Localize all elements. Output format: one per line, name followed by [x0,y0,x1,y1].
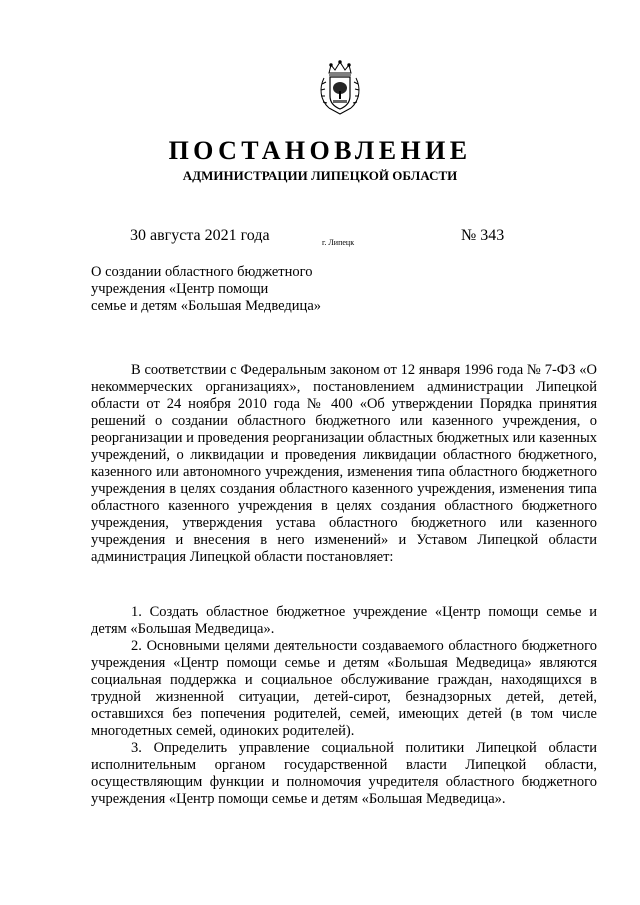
document-number: № 343 [461,227,505,244]
resolution-item: 3. Определить управление социальной политики Липецкой области исполнительным органом государственной власти Липецкой области, осуществляющим функции и полномочия учредителя областного бюджетного учреждения «Центр помощи семье и детям «Большая Медведица». [91,740,597,807]
subject-line: учреждения «Центр помощи [91,281,269,297]
subject-line: семье и детям «Большая Медведица» [91,298,322,314]
resolution-items [91,604,597,808]
resolution-item: 2. Основными целями деятельности создаваемого областного бюджетного учреждения «Центр помощи семье и детям «Большая Медведица» являются социальная поддержка и социальное обслуживание граждан, находящихся в трудной жизненной ситуации, детей-сирот, безнадзорных детей, детей, оставшихся без попечения родителей, семей, имеющих детей (в том числе многодетных семей, одиноких родителей). [91,638,597,739]
subject-line: О создании областного бюджетного [91,264,313,280]
document-date: 30 августа 2021 года [130,227,270,244]
preamble-paragraph: В соответствии с Федеральным законом от 12 января 1996 года № 7-ФЗ «О некоммерческих организациях», постановлением администрации Липецкой области от 24 ноября 2010 года № 400 «Об утверждении Порядка принятия решений о создании областного бюджетного или казенного учреждения, о реорганизации и проведения реорганизации областных бюджетных или казенных учреждений, о ликвидации и проведения ликвидации областного бюджетного, казенного или автономного учреждения, изменения типа областного бюджетного учреждения в целях создания областного казенного учреждения, изменения типа областного казенного учреждения в целях создания областного бюджетного учреждения, утверждения устава областного бюджетного или казенного учреждения и внесения в него изменений» и Уставом Липецкой области администрация Липецкой области постановляет: [91,362,597,565]
resolution-item: 1. Создать областное бюджетное учреждение «Центр помощи семье и детям «Большая Медведица». [91,604,597,637]
document-type-title: ПОСТАНОВЛЕНИЕ [168,136,472,165]
document-subject [91,264,321,315]
coat-of-arms-icon [317,60,363,116]
preamble-section [91,362,597,566]
emblem-graphic [317,60,363,116]
issuer-name: АДМИНИСТРАЦИИ ЛИПЕЦКОЙ ОБЛАСТИ [182,168,458,183]
document-city: г. Липецк [322,238,355,247]
